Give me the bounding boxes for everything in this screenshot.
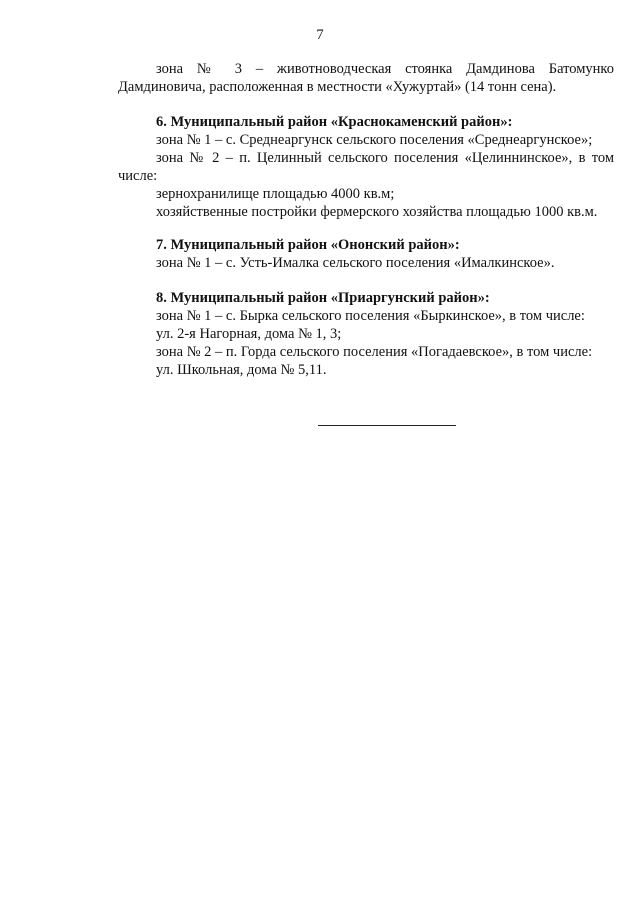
section-6 (118, 113, 614, 221)
section-7 (118, 236, 614, 272)
paragraph-zone3-line2: Дамдиновича, расположенная в местности «Хужуртай» (14 тонн сена). (118, 79, 557, 95)
section-8-line3: зона № 2 – п. Горда сельского поселения «Погадаевское», в том числе: (156, 344, 593, 360)
section-6-line4: хозяйственные постройки фермерского хозяйства площадью 1000 кв.м. (156, 204, 598, 220)
page-number: 7 (316, 27, 324, 43)
section-8-line2: ул. 2-я Нагорная, дома № 1, 3; (156, 326, 342, 342)
section-8-line1: зона № 1 – с. Бырка сельского поселения «Быркинское», в том числе: (156, 308, 585, 324)
section-7-line1: зона № 1 – с. Усть-Ималка сельского поселения «Ималкинское». (156, 255, 555, 271)
section-6-line2a: зона № 2 – п. Целинный сельского поселения «Целиннинское», в том (156, 150, 614, 166)
section-6-line3: зернохранилище площадью 4000 кв.м; (156, 186, 395, 202)
section-8-line4: ул. Школьная, дома № 5,11. (156, 362, 327, 378)
section-6-heading: 6. Муниципальный район «Краснокаменский район»: (156, 114, 513, 130)
section-6-line2b: числе: (118, 168, 158, 184)
section-8 (118, 289, 614, 379)
section-7-heading: 7. Муниципальный район «Ононский район»: (156, 237, 460, 253)
paragraph-zone3 (118, 60, 614, 96)
section-6-line1: зона № 1 – с. Среднеаргунск сельского поселения «Среднеаргунское»; (156, 132, 593, 148)
paragraph-zone3-line1: зона № 3 – животноводческая стоянка Дамдинова Батомунко (156, 61, 614, 77)
end-divider (318, 425, 456, 426)
section-8-heading: 8. Муниципальный район «Приаргунский район»: (156, 290, 490, 306)
